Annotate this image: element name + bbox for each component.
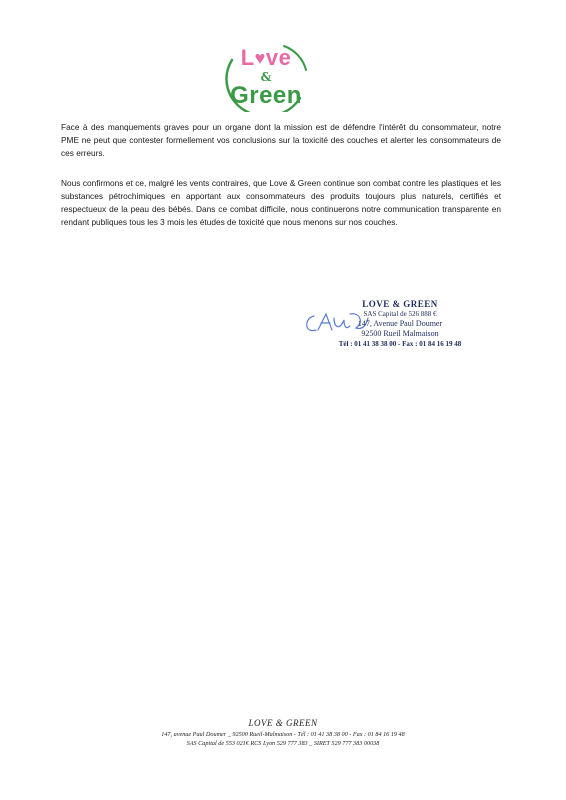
stamp-capital: SAS Capital de 526 888 € — [363, 310, 437, 318]
letter-paragraph-2: Nous confirmons et ce, malgré les vents contraires, que Love & Green continue son combat contre les plastiques et les substances pétrochimiques en apportant aux consommateurs des produits toujours plus naturels, certifiés et respectueux de la peau des bébés. Dans ce combat difficile, nous continuerons notre communication transparente en rendant publiques tous les 3 mois les études de toxicité que nous menons sur nos couches. — [61, 178, 501, 227]
stamp-street: 147, Avenue Paul Doumer — [357, 319, 443, 328]
stamp-city: 92500 Rueil Malmaison — [361, 329, 439, 338]
letter-paragraph-1: Face à des manquements graves pour un organe dont la mission est de défendre l'intérêt du consommateur, notre PME ne peut que contester formellement vos conclusions sur la toxicité des couches et alerter les consommateurs de ces erreurs. — [61, 122, 501, 158]
logo-ampersand: & — [260, 70, 272, 84]
footer-address: 147, avenue Paul Doumer _ 92500 Rueil-Malmaison - Tél : 01 41 38 38 00 - Fax : 01 84 16 19 48 — [161, 731, 405, 738]
logo-love-l: L — [240, 45, 255, 70]
heart-icon: ♥ — [254, 48, 266, 68]
footer-company-name: LOVE & GREEN — [248, 718, 318, 728]
logo-love-word — [222, 45, 310, 71]
footer-registration: SAS Capital de 553 021€ RCS Lyon 529 777 383 _ SIRET 529 777 383 00038 — [186, 740, 380, 747]
company-stamp — [330, 299, 470, 349]
stamp-title: LOVE & GREEN — [362, 299, 438, 309]
logo-green-word: Green — [230, 82, 302, 109]
stamp-phone: Tél : 01 41 38 38 00 - Fax : 01 84 16 19 48 — [338, 340, 462, 348]
logo-love-ve: ve — [265, 45, 292, 70]
company-logo — [222, 40, 310, 112]
